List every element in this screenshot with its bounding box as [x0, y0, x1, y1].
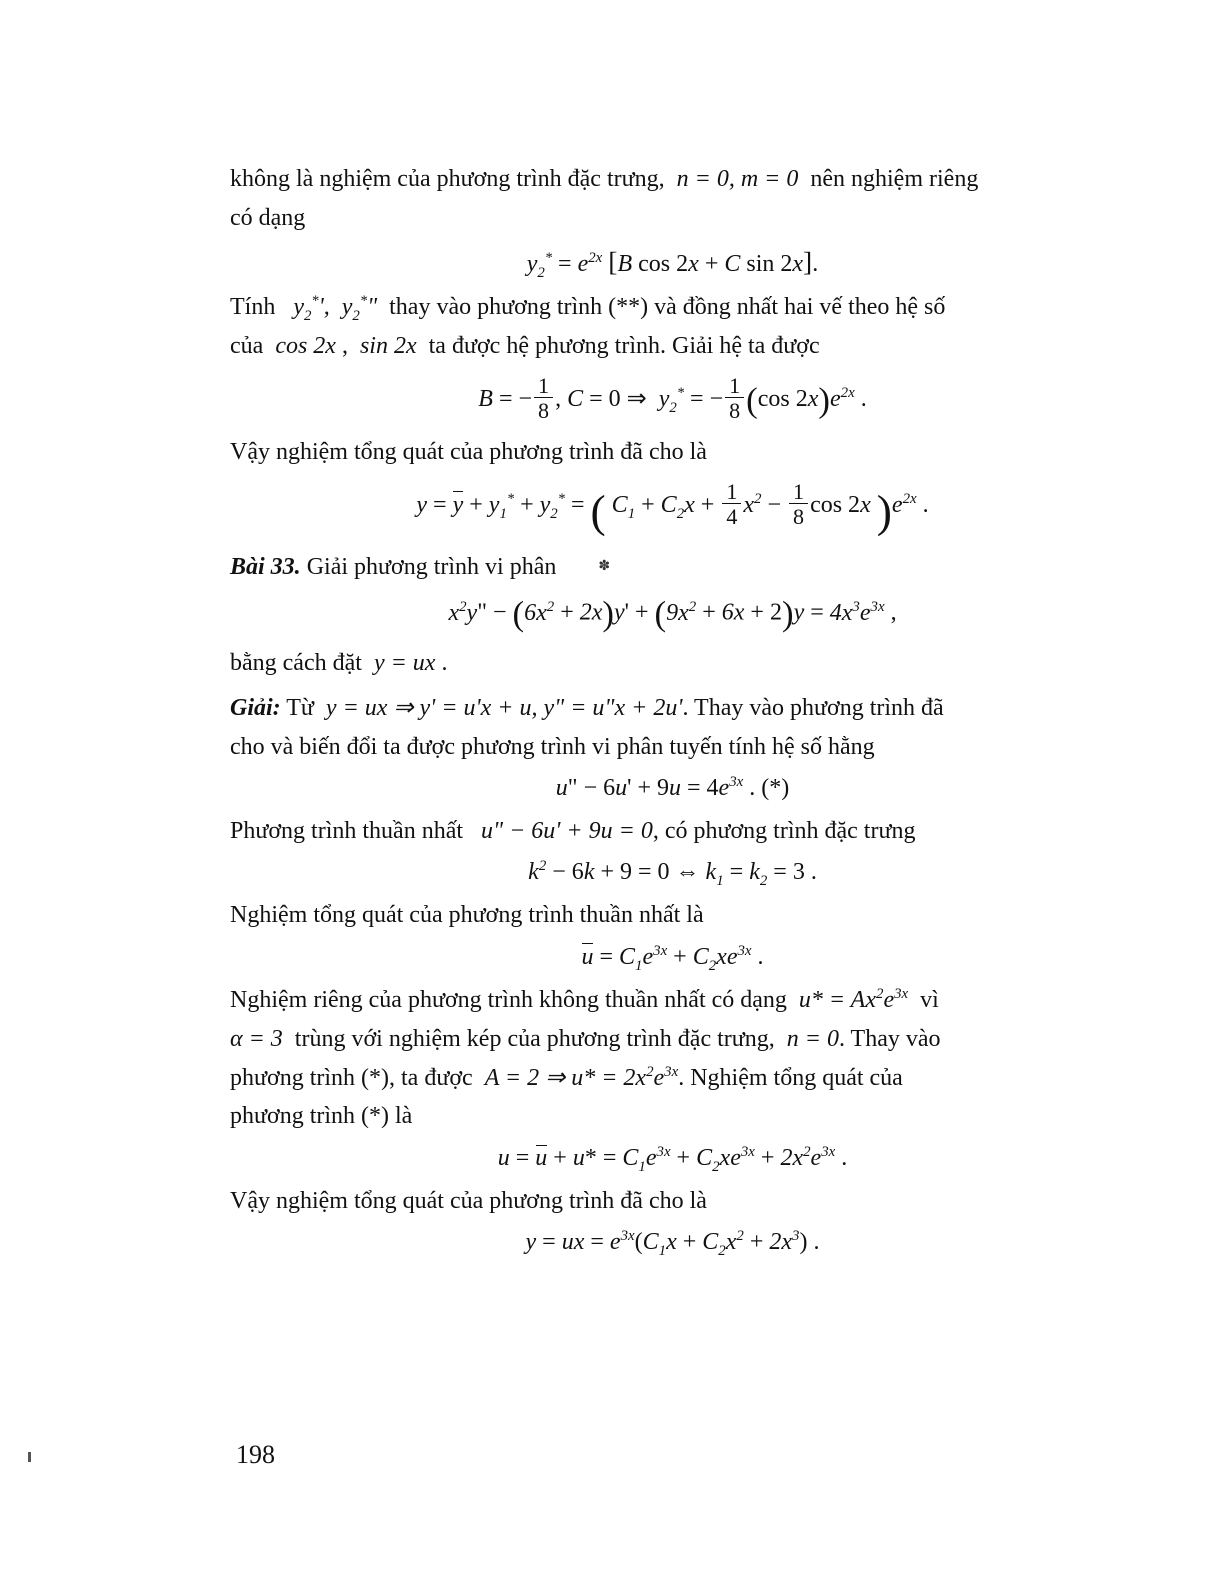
equation-1: $y_2^* = e^{2x}$ [B cos 2x + C sin 2x]. [526, 245, 819, 281]
text-column [230, 160, 1115, 1266]
p2-math-derivs: $y_2^*'$, $y_2^*$" [281, 292, 384, 324]
paragraph-8 [230, 981, 1115, 1137]
p6-text-b: , có phương trình đặc trưng [652, 818, 916, 845]
p8-text-f: . Nghiệm tổng quát của [678, 1064, 903, 1091]
p6-math: u" − 6u' + 9u = 0 [469, 818, 653, 845]
p1-text-c: có dạng [230, 204, 306, 231]
p5-math: y = ux ⇒ y' = u'x + u, y" = u"x + 2u' [319, 695, 683, 722]
p8-text-e: phương trình (*), ta được [230, 1064, 473, 1091]
p2-text-c: của [230, 332, 264, 359]
equation-9: y = ux = $e^{3x}(C_1x + C_2x^2 + 2x^3)$ . [525, 1228, 820, 1259]
paragraph-3 [230, 433, 1115, 472]
paragraph-1 [230, 160, 1115, 238]
p1-text-a: không là nghiệm của phương trình đặc trưng, [230, 166, 665, 192]
p2-text-a: Tính [230, 293, 276, 320]
p8-math-ustar: $u* = Ax^2e^{3x}$ [792, 985, 909, 1013]
p5-text-b: . Thay vào phương trình đã [682, 695, 944, 722]
equation-3: $y = y + y_1^* + y_2^*$ = ( $C_1 + C_2x$ + $\frac{1}{4}$ $x^2$ − $\frac{1}{8}$ cos 2x )$e^{2x}$ . [416, 478, 929, 537]
p6-text-a: Phương trình thuần nhất [230, 818, 464, 845]
paragraph-7 [230, 896, 1115, 935]
equation-6: $k^2 - 6k + 9 = 0$ ⇔ $k_1 = k_2 = 3$ . [528, 857, 817, 889]
p5-text-c: cho và biến đổi ta được phương trình vi phân tuyến tính hệ số hằng [230, 734, 875, 761]
p4-math: y = ux [367, 650, 442, 677]
p7-text: Nghiệm tổng quát của phương trình thuần nhất là [230, 901, 704, 928]
paragraph-solution [230, 689, 1115, 767]
stray-mark: ✽ [598, 558, 611, 574]
p9-text: Vậy nghiệm tổng quát của phương trình đã cho là [230, 1188, 707, 1215]
p8-text-g: phương trình (*) là [230, 1103, 413, 1130]
page-number: 198 [236, 1440, 275, 1469]
p8-text-c: trùng với nghiệm kép của phương trình đặc trưng, [294, 1025, 775, 1052]
equation-7: $u = C_1e^{3x} + C_2xe^{3x}$ . [581, 942, 764, 974]
exercise-label: Bài 33. [230, 553, 301, 580]
paragraph-9 [230, 1182, 1115, 1221]
equation-5: u" − $6u' + 9u = 4e^{3x}$ . (*) [555, 774, 790, 802]
equation-8: $u = u + u* = C_1e^{3x} + C_2xe^{3x} + 2x^2e^{3x}$ . [497, 1144, 848, 1176]
solution-label: Giải: [230, 695, 281, 722]
p8-math-n: n = 0 [780, 1025, 839, 1052]
p2-text-d: ta được hệ phương trình. Giải hệ ta được [428, 332, 820, 359]
page-corner-mark [28, 1452, 31, 1462]
paragraph-2: Tính $y_2^*'$, $y_2^*$" thay vào phương trình (**) và đồng nhất hai vế theo hệ số của cos 2x , sin 2x ta được hệ phương trình. Giải hệ ta được [230, 292, 946, 359]
equation-2: B = − $\frac{1}{8}$ , C = 0 ⇒ $y_2^*$ = − $\frac{1}{8}$ (cos $2x)e^{2x}$ . [478, 372, 867, 423]
equation-4: $x^2y$" − $(6x^2 + 2x)y' + (9x^2 + 6x + 2)y = 4x^3e^{3x}$ , [448, 594, 897, 634]
p8-text-b: vì [920, 986, 939, 1013]
paragraph-4: bằng cách đặt y = ux . [230, 650, 448, 677]
p2-math-cos: cos 2x [269, 332, 342, 359]
p8-text-d: . Thay vào [838, 1025, 941, 1052]
p8-math-A: A = 2 ⇒ $u* = 2x^2e^{3x}$ [478, 1063, 679, 1091]
p8-text-a: Nghiệm riêng của phương trình không thuần nhất có dạng [230, 986, 787, 1013]
paragraph-6 [230, 812, 1115, 851]
p2-math-sin: sin 2x [353, 332, 423, 359]
p8-math-alpha: α = 3 [230, 1025, 289, 1052]
p2-text-b: thay vào phương trình (**) và đồng nhất hai vế theo hệ số [389, 293, 946, 320]
p4-text: bằng cách đặt [230, 650, 362, 677]
p3-text: Vậy nghiệm tổng quát của phương trình đã cho là [230, 439, 707, 466]
p1-math-n-m: n = 0, m = 0 [670, 166, 805, 192]
p5-text-a: Từ [286, 695, 314, 722]
exercise-text: Giải phương trình vi phân [306, 553, 557, 580]
p1-text-b: nên nghiệm riêng [810, 166, 979, 192]
exercise-heading [230, 548, 1115, 587]
